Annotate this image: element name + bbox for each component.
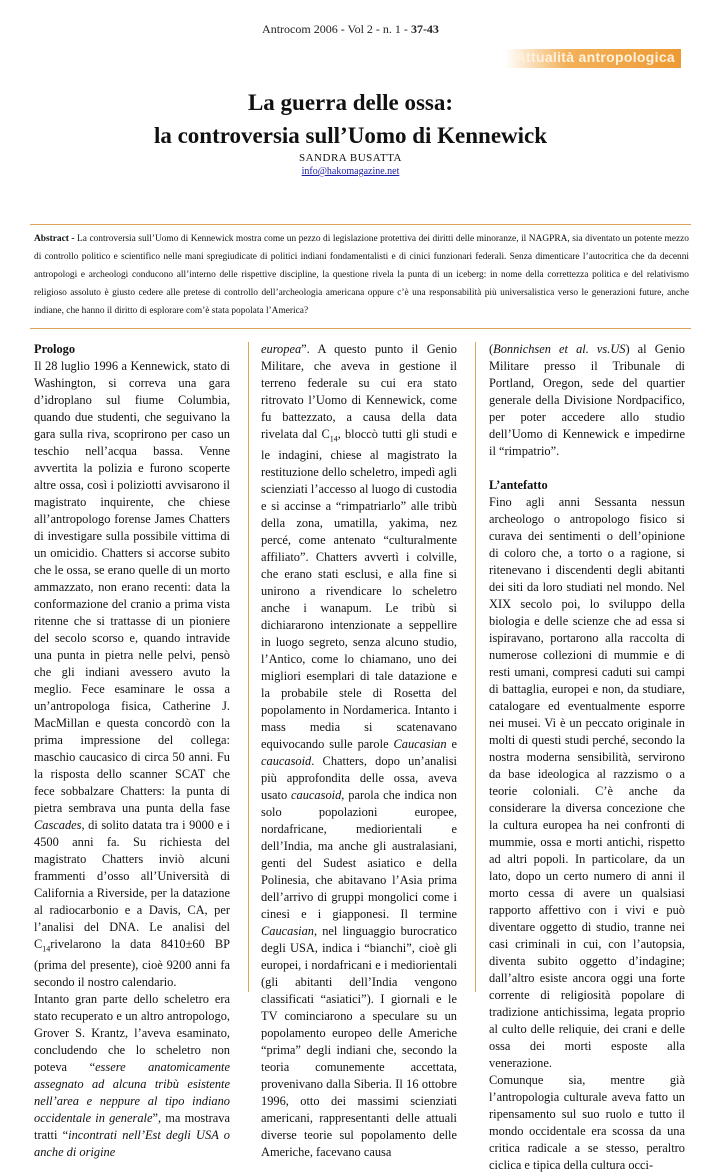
column-1 (34, 341, 230, 1161)
column-divider (475, 342, 476, 992)
paragraph: (Bonnichsen et al. vs.US) al Genio Militare presso il Tribunale di Portland, Oregon, sede del quartier generale della Divisione Nordpacifico, per poter accedere allo studio dell’Uomo di Kennewick e impedirne il “rimpatrio”. (489, 342, 686, 458)
abstract-bottom-rule (30, 328, 691, 329)
article-title (0, 86, 701, 152)
title-line-2: la controversia sull’Uomo di Kennewick (153, 123, 548, 148)
section-label: Attualità antropologica (515, 49, 675, 65)
author-name: SANDRA BUSATTA (299, 152, 402, 164)
paragraph: Intanto gran parte dello scheletro era stato recuperato e un altro antropologo, Grover S. Krantz, l’aveva esaminato, concludendo che lo scheletro non poteva “essere anatomicamente assegnato ad alcuna tribù esistente nell’area e neppure al tipo indiano occidentale in generale”, ma mostrava tratti “incontrati nell’Est degli USA o anche di origine (34, 992, 230, 1160)
section-banner (505, 49, 681, 68)
abstract-top-rule (30, 224, 691, 225)
author-email-link[interactable]: info@hakomagazine.net (301, 166, 400, 177)
column-3 (489, 341, 685, 1174)
abstract (34, 230, 689, 320)
paragraph: Fino agli anni Sessanta nessun archeologo o antropologo fisico si curava dei sentimenti o dell’opinione di coloro che, a torto o a ragione, si ritenevano i discendenti degli abitanti dei siti da loro studiati nel mondo. Nel XIX secolo poi, lo sviluppo della biologia e delle scienze che ad essa si ispiravano, portarono alla raccolta di numerose collezioni di mummie e di resti umani, compresi caduti sui campi di battaglia, europei e non, da studiare, catalogare ed eventualmente esporre nei musei. Vi è un peccato originale in molti di questi studi perché, secondo la nostra moderna sensibilità, servirono da base ideologica al razzismo o a teorie coloniali. C’è anche da considerare la diversa concezione che la cultura europea ha nei confronti di mummie, ossa e morti antichi, rispetto ad altri popoli. In particolare, da un lato, dopo un certo numero di anni il morto cessa di avere un qualsiasi rapporto affettivo con i vivi e può diventare oggetto di studio, tranne nei casi criminali in cui, con l’autopsia, diventa subito oggetto d’indagine; dall’altro esiste ancora oggi una forte corrente di religiosità popolare di tradizione antichissima, legata proprio al culto delle reliquie, dei crani e delle ossa dei morti esposte alla venerazione. (489, 495, 685, 1070)
paragraph: Comunque sia, mentre già l’antropologia culturale aveva fatto un ripensamento sul suo ruolo e tutto il mondo occidentale era scossa da una critica radicale a se stesso, peraltro ciclica e tipica della cultura occi- (489, 1073, 685, 1172)
running-header (0, 22, 701, 37)
column-2 (261, 341, 457, 1161)
journal-citation: Antrocom 2006 - Vol 2 - n. 1 - (262, 22, 411, 36)
heading-prologo: Prologo (34, 342, 76, 356)
page-range: 37-43 (410, 22, 439, 36)
abstract-label: Abstract - (34, 234, 75, 244)
heading-antefatto: L’antefatto (489, 478, 548, 492)
column-divider (248, 342, 249, 992)
paragraph: europea”. A questo punto il Genio Militare, che aveva in gestione il terreno federale su cui era stato ritrovato l’Uomo di Kennewick, come fu battezzato, a causa della data rivelata dal $C_{14}$, bloccò tutti gli studi e le indagini, chiese al magistrato la restituzione dello scheletro, impedì agli scienziati l’accesso al luogo di custodia e si accinse a “rimpatriarlo” alle tribù della zona, umatilla, yakima, nez percé, come antenato “culturalmente affiliato”. Chatters avvertì i colville, che erano stati esclusi, e alla fine si unirono a rivendicare lo scheletro anche i wanapum. Le tribù si dichiararono intenzionate a seppellire in luogo segreto, senza alcuno studio, l’Antico, come lo chiamano, uno dei migliori esemplari di tale datazione e la probabile stele di Rosetta del popolamento in Nordamerica. Intanto i mass media si scatenavano equivocando sulle parole Caucasian e caucasoid. Chatters, dopo un’analisi più approfondita delle ossa, aveva usato caucasoid, parola che indica non solo popolazioni europee, nordafricane, mediorientali e dell’India, ma anche gli australasiani, genti del Sudest asiatico e della Polinesia, che abitavano l’Asia prima dell’arrivo di gruppi mongolici come i cinesi e i giapponesi. Il termine Caucasian, nel linguaggio burocratico degli USA, indica i “bianchi”, cioè gli europei, i nordafricani e i mediorientali (gli abitanti dell’India vengono classificati “asiatici”). I giornali e le TV cominciarono a speculare su un popolamento europeo delle Americhe “prima” degli indiani che, secondo la teoria comunemente accettata, provenivano dalla Siberia. Il 16 ottobre 1996, otto dei massimi scienziati americani, rappresentanti delle attuali diverse teorie sul popolamento delle Americhe, facevano causa (261, 342, 457, 1160)
title-line-1: La guerra delle ossa: (247, 90, 454, 115)
abstract-text: La controversia sull’Uomo di Kennewick mostra come un pezzo di legislazione protettiva dei diritti delle minoranze, il NAGPRA, sia diventato un potente mezzo di controllo politico e scientifico nelle mani spregiudicate di politici indiani fondamentalisti e di cinici funzionari federali. Senza dimenticare l’autocritica che da decenni antropologi e archeologi conducono all’interno delle rispettive discipline, la questione rivela la punta di un iceberg: in nome della correttezza politica e del relativismo religioso assoluto è giusto cedere alle pretese di controllo dell’archeologia americana oppure c’è una responsabilità più universalistica verso le generazioni future, anche indiane, che hanno il diritto di esplorare com’è stata popolata l’America? (34, 234, 689, 316)
paragraph: Il 28 luglio 1996 a Kennewick, stato di Washington, si correva una gara d’idroplano sul fiume Columbia, quando due studenti, che seguivano la gara sulla riva, scoprirono per caso un teschio nell’acqua bassa. Venne avvertita la polizia e furono scoperte altre ossa, così i poliziotti avvisarono il magistrato inquirente, che chiese all’antropologo forense James Chatters di investigare sulla possibile vittima di un omicidio. Chatters si accorse subito che le ossa, se erano quelle di un morto ammazzato, non erano recenti: data la conformazione del cranio a prima vista ritenne che si trattasse di un pioniere del secolo scorso e, quando intravide una punta in pietra nelle pelvi, pensò che gli indiani avessero avuto la meglio. Fece esaminare le ossa a un’antropologa fisica, Catherine J. MacMillan e questa concordò con la prima impressione del collega: maschio caucasico di circa 50 anni. Fu la risposta dello scanner SCAT che fece sobbalzare Chatters: la punta di pietra sembrava una punta della fase Cascades, di solito datata tra i 9000 e i 4500 anni fa. Su richiesta del magistrato Chatters inviò alcuni frammenti d’osso all’Università di California a Riverside, per la datazione al radiocarbonio e a Davis, CA, per l’analisi del DNA. Le analisi del $C_{14}rivelarono$ la data 8410±60 BP (prima del presente), cioè 9200 anni fa secondo il nostro calendario. (34, 359, 230, 990)
